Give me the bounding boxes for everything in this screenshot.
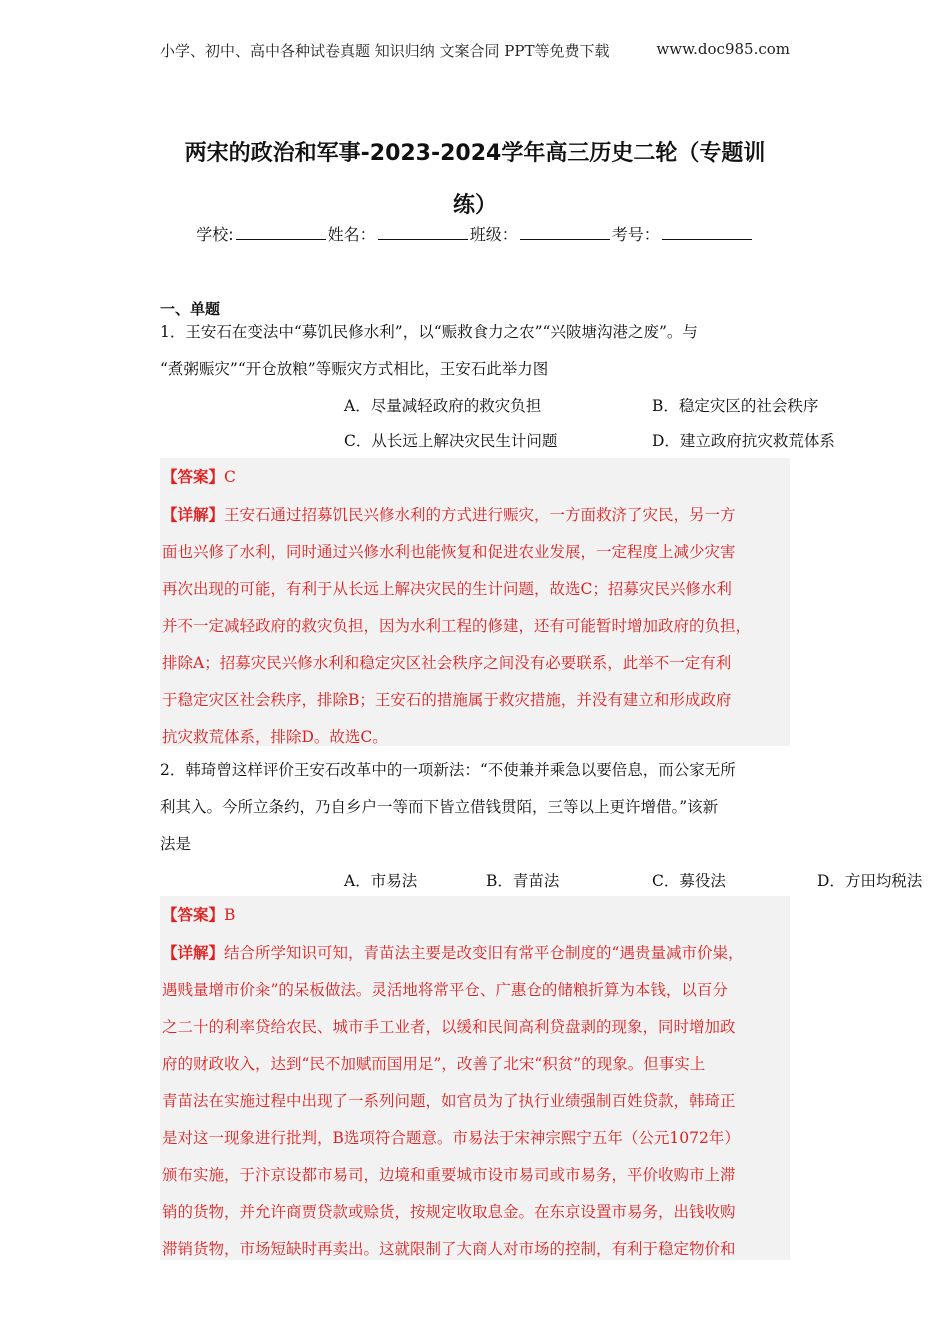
- q1-option-c[interactable]: C．从长远上解决灾民生计问题: [344, 432, 558, 450]
- number-blank[interactable]: [662, 225, 752, 240]
- q1-detail-line-2: 面也兴修了水利，同时通过兴修水利也能恢复和促进农业发展，一定程度上减少灾害: [162, 543, 736, 561]
- q1-detail-line-6: 于稳定灾区社会秩序，排除B；王安石的措施属于救灾措施，并没有建立和形成政府: [162, 691, 732, 709]
- name-blank[interactable]: [378, 225, 468, 240]
- q2-detail-line-1: [160, 934, 790, 972]
- title-line-1: 两宋的政治和军事-2023-2024学年高三历史二轮（专题训: [184, 141, 766, 166]
- q2-detail-line-4: 府的财政收入，达到“民不加赋而国用足”，改善了北宋“积贫”的现象。但事实上: [162, 1055, 706, 1073]
- school-blank[interactable]: [236, 225, 326, 240]
- q2-answer-tag: 【答案】: [162, 905, 225, 924]
- q2-detail-tag: 【详解】: [162, 943, 225, 962]
- q2-detail-text-1: 结合所学知识可知，青苗法主要是改变旧有常平仓制度的“遇贵量减市价粜，: [224, 944, 744, 962]
- question-2-line-3: 法是: [160, 835, 192, 853]
- q2-answer-value: B: [224, 906, 236, 924]
- q2-detail-line-9: 滞销货物，市场短缺时再卖出。这就限制了大商人对市场的控制，有利于稳定物价和: [162, 1240, 736, 1258]
- q2-detail-line-7: 颁布实施，于汴京设都市易司，边境和重要城市设市易司或市易务，平价收购市上滞: [162, 1166, 736, 1184]
- q1-detail-text-1: 王安石通过招募饥民兴修水利的方式进行赈灾，一方面救济了灾民，另一方: [224, 506, 736, 524]
- q2-detail-line-3: 之二十的利率贷给农民、城市手工业者，以缓和民间高利贷盘剥的现象，同时增加政: [162, 1018, 736, 1036]
- q2-detail-line-8: 销的货物，并允许商贾贷款或赊货，按规定收取息金。在东京设置市易务，出钱收购: [162, 1203, 736, 1221]
- q2-detail-line-2: 遇贱量增市价籴”的呆板做法。灵活地将常平仓、广惠仓的储粮折算为本钱，以百分: [162, 981, 728, 999]
- header-url[interactable]: www.doc985.com: [656, 40, 790, 58]
- title-line-2: 练）: [452, 193, 497, 218]
- header-left-text: 小学、初中、高中各种试卷真题 知识归纳 文案合同 PPT等免费下载: [160, 42, 610, 60]
- page-header: [160, 40, 790, 61]
- q2-detail-line-6: 是对这一现象进行批判，B选项符合题意。市易法于宋神宗熙宁五年（公元1072年）: [162, 1129, 740, 1147]
- q1-detail-line-5: 排除A；招募灾民兴修水利和稳定灾区社会秩序之间没有必要联系，此举不一定有利: [162, 654, 732, 672]
- q1-detail-line-7: 抗灾救荒体系，排除D。故选C。: [162, 728, 388, 746]
- question-2-line-2: 利其入。今所立条约，乃自乡户一等而下皆立借钱贯陌，三等以上更许增借。”该新: [160, 798, 719, 816]
- q1-answer-value: C: [224, 468, 236, 486]
- question-1: [160, 314, 790, 388]
- q1-option-a[interactable]: A．尽量减轻政府的救灾负担: [344, 397, 542, 415]
- name-label: 姓名：: [327, 225, 376, 244]
- section-heading: 一、单题: [160, 300, 221, 318]
- q1-detail-line-1: [160, 496, 790, 534]
- question-2-line-1: 2．韩琦曾这样评价王安石改革中的一项新法：“不使兼并乘急以要倍息，而公家无所: [160, 761, 736, 779]
- number-label: 考号：: [611, 225, 660, 244]
- question-2: [160, 752, 790, 863]
- q2-detail-line-5: 青苗法在实施过程中出现了一系列问题，如官员为了执行业绩强制百姓贷款，韩琦正: [162, 1092, 736, 1110]
- q1-option-d[interactable]: D．建立政府抗灾救荒体系: [652, 432, 835, 450]
- school-label: 学校:: [196, 225, 234, 244]
- student-info-fields: [150, 222, 800, 245]
- q1-detail-line-3: 再次出现的可能，有利于从长远上解决灾民的生计问题，故选C；招募灾民兴修水利: [162, 580, 732, 598]
- question-2-answer-box: [160, 896, 790, 1260]
- question-1-answer-box: [160, 458, 790, 746]
- q1-answer-tag: 【答案】: [162, 467, 225, 486]
- q1-detail-tag: 【详解】: [162, 505, 225, 524]
- question-1-line-1: 1．王安石在变法中“募饥民修水利”，以“赈救食力之农”“兴陂塘沟港之废”。与: [160, 323, 698, 341]
- q2-option-d[interactable]: D．方田均税法: [817, 872, 923, 890]
- q2-option-c[interactable]: C．募役法: [652, 872, 726, 890]
- question-1-line-2: “煮粥赈灾”“开仓放粮”等赈灾方式相比，王安石此举力图: [160, 360, 549, 378]
- class-blank[interactable]: [520, 225, 610, 240]
- class-label: 班级：: [469, 225, 518, 244]
- q2-answer-line: [160, 896, 790, 934]
- q1-detail-line-4: 并不一定减轻政府的救灾负担，因为水利工程的修建，还有可能暂时增加政府的负担，: [162, 617, 752, 635]
- q2-option-a[interactable]: A．市易法: [344, 872, 418, 890]
- page-title: [150, 128, 800, 232]
- q1-option-b[interactable]: B．稳定灾区的社会秩序: [652, 397, 819, 415]
- q1-answer-line: [160, 458, 790, 496]
- q2-option-b[interactable]: B．青苗法: [486, 872, 560, 890]
